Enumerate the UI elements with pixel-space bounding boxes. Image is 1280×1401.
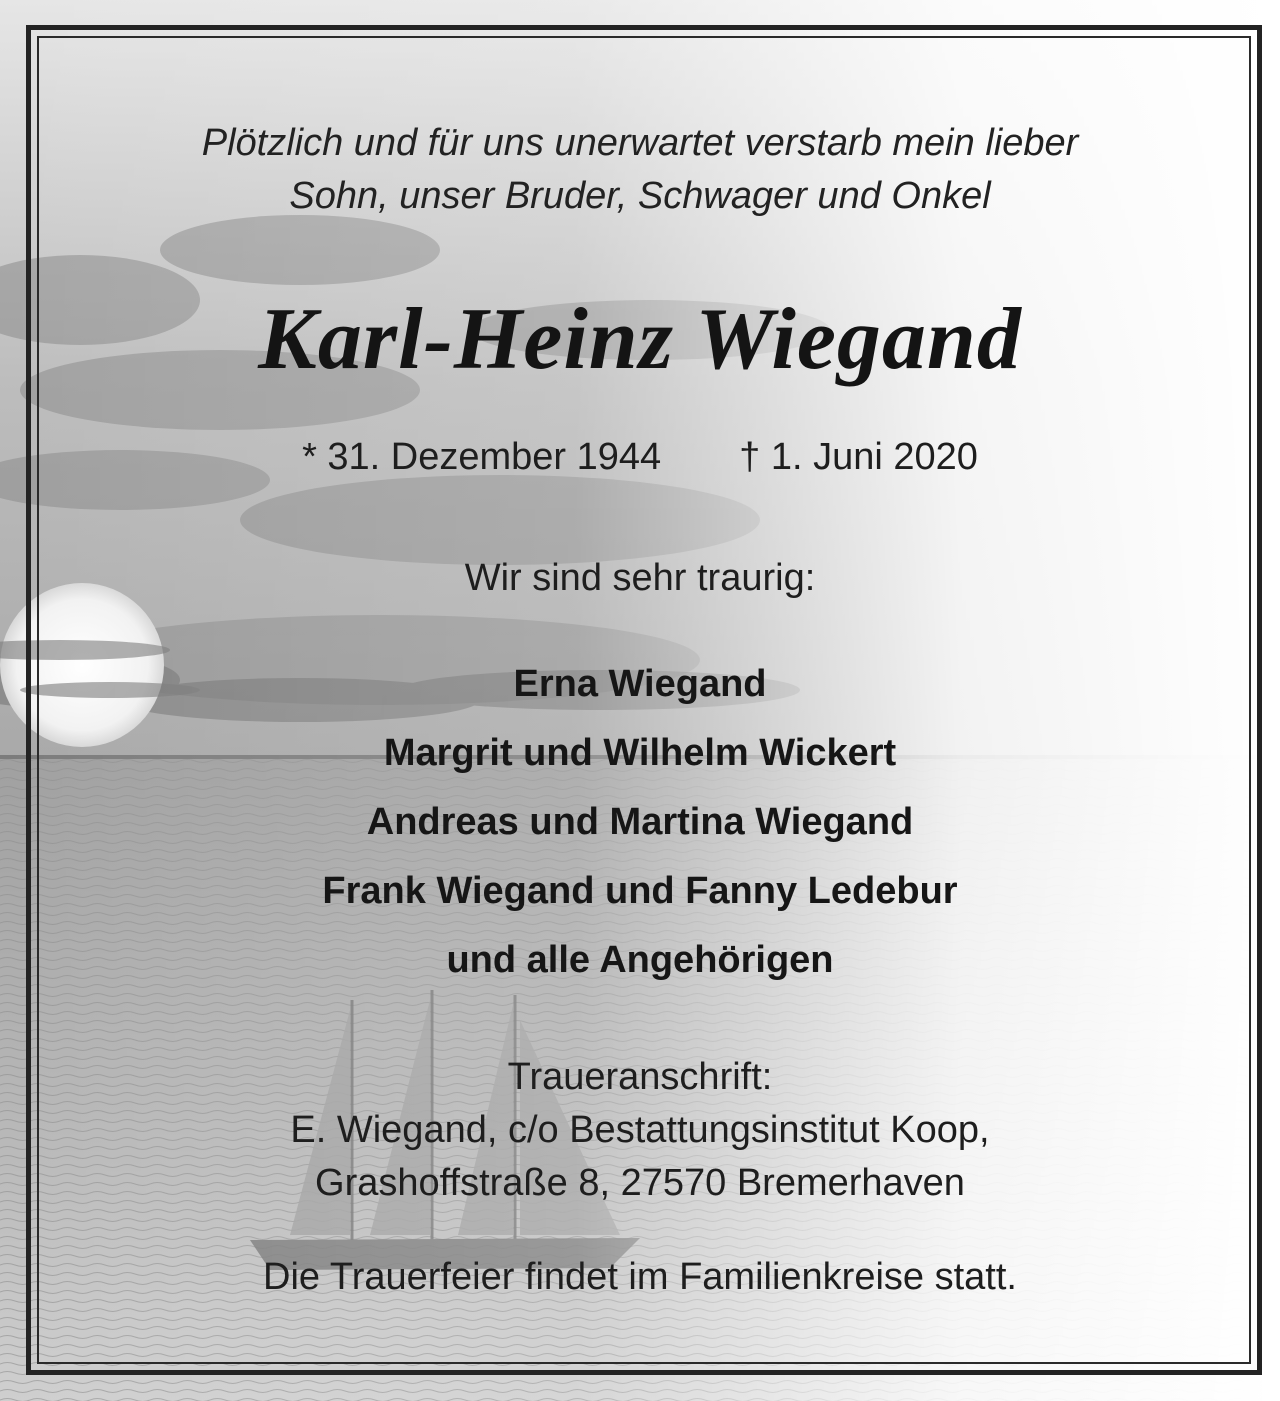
intro-line: Plötzlich und für uns unerwartet verstarb mein lieber bbox=[201, 122, 1079, 164]
address-line: Traueranschrift: bbox=[507, 1056, 773, 1098]
life-dates bbox=[40, 432, 1240, 482]
birth-date: * 31. Dezember 1944 bbox=[302, 436, 662, 478]
deceased-name: Karl-Heinz Wiegand bbox=[258, 291, 1022, 388]
mourners-list bbox=[40, 650, 1240, 995]
mourner-item: Andreas und Martina Wiegand bbox=[366, 801, 914, 843]
address-line: E. Wiegand, c/o Bestattungsinstitut Koop, bbox=[290, 1109, 990, 1151]
mourner-item: Erna Wiegand bbox=[513, 663, 767, 705]
closing-note: Die Trauerfeier findet im Familienkreise statt. bbox=[263, 1256, 1017, 1298]
address-line: Grashoffstraße 8, 27570 Bremerhaven bbox=[315, 1162, 965, 1204]
notice-content bbox=[40, 0, 1240, 1401]
intro-text bbox=[40, 117, 1240, 223]
death-date: † 1. Juni 2020 bbox=[739, 436, 978, 478]
mourner-item: und alle Angehörigen bbox=[446, 939, 834, 981]
intro-line: Sohn, unser Bruder, Schwager und Onkel bbox=[289, 175, 991, 217]
mourner-item: Frank Wiegand und Fanny Ledebur bbox=[322, 870, 958, 912]
sadness-line: Wir sind sehr traurig: bbox=[464, 557, 816, 599]
mourning-address bbox=[40, 1051, 1240, 1210]
mourner-item: Margrit und Wilhelm Wickert bbox=[383, 732, 897, 774]
